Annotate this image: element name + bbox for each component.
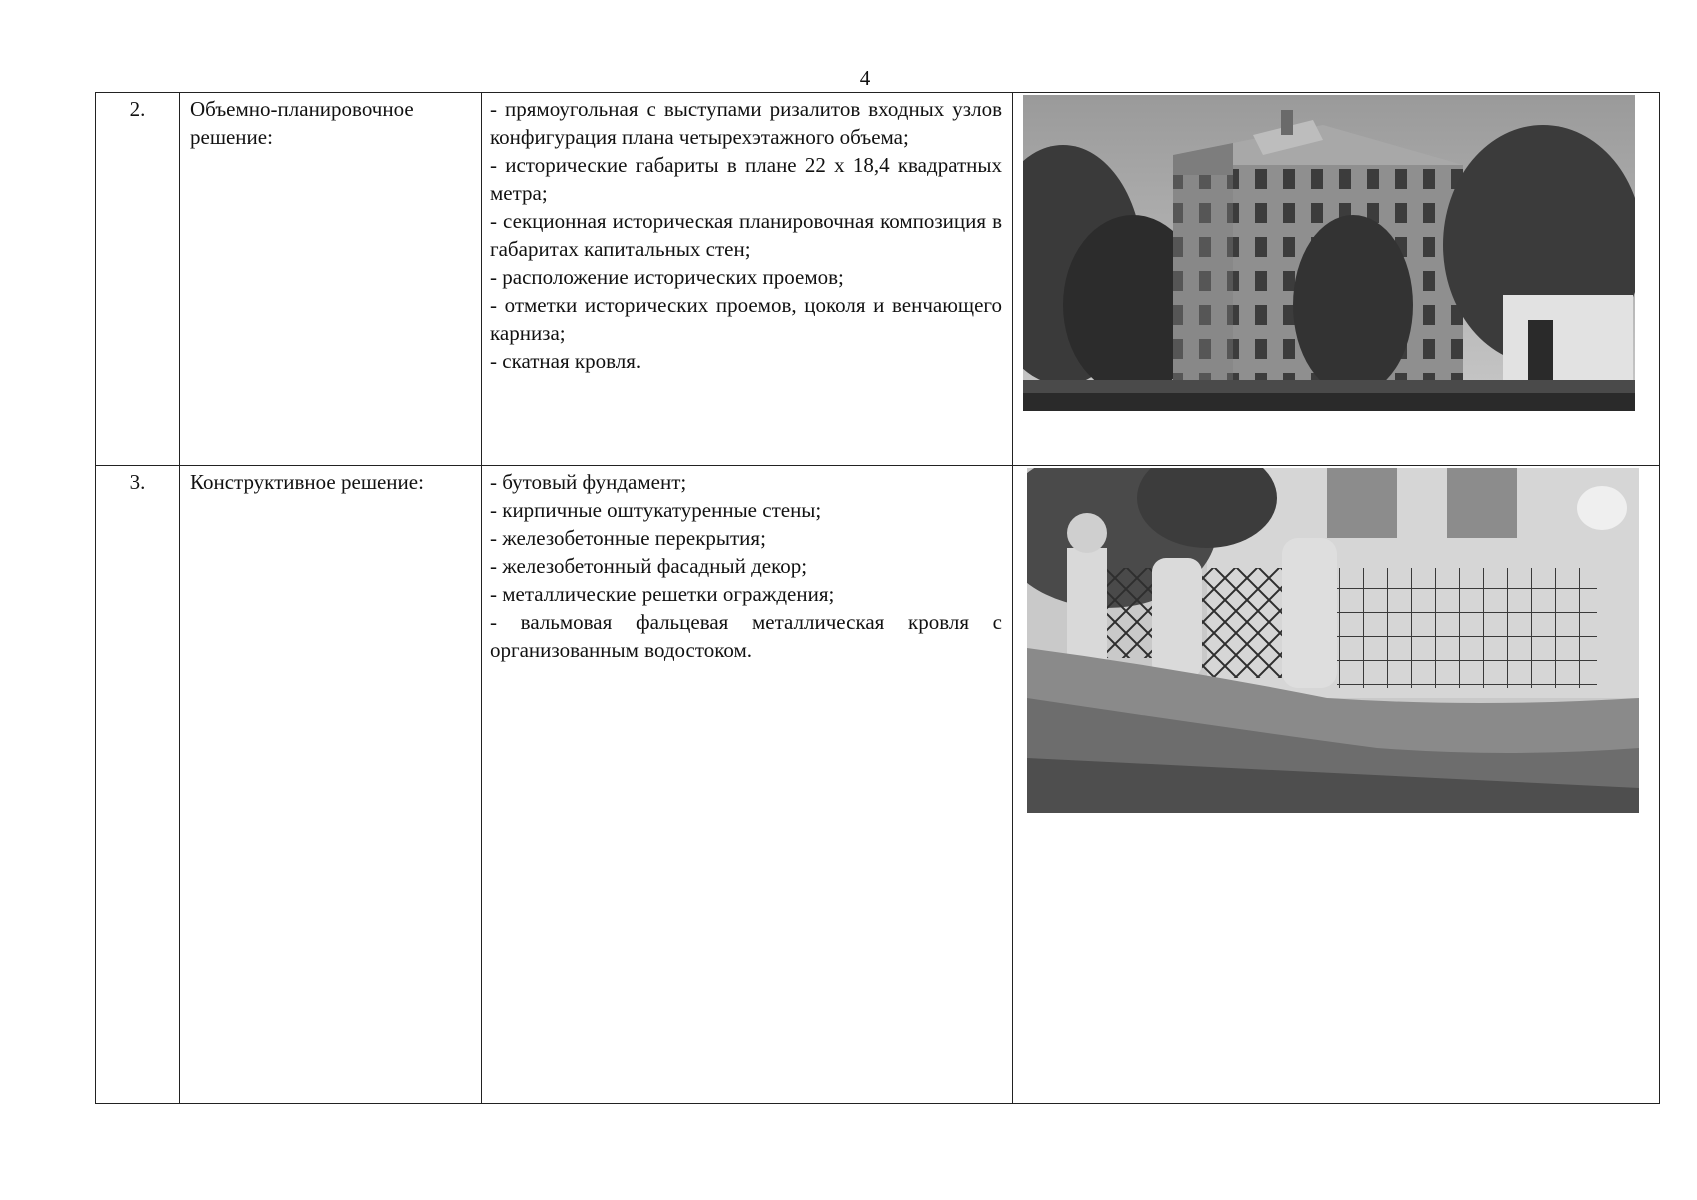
- row-number: 2.: [96, 93, 180, 466]
- building-photo: [1023, 95, 1635, 411]
- characteristics-table: [95, 92, 1660, 1104]
- description-line: - кирпичные оштукатуренные стены;: [490, 498, 822, 522]
- description-line: - вальмовая фальцевая металлическая кровля с организованным водостоком.: [490, 610, 1002, 662]
- table-row: [96, 466, 1660, 1104]
- row-number: 3.: [96, 466, 180, 1104]
- description-line: - железобетонный фасадный декор;: [490, 554, 808, 578]
- row-description: [482, 93, 1013, 466]
- table-row: [96, 93, 1660, 466]
- description-line: - секционная историческая планировочная композиция в габаритах капитальных стен;: [490, 209, 1002, 261]
- page-number: 4: [859, 66, 871, 90]
- description-line: - металлические решетки ограждения;: [490, 582, 835, 606]
- description-line: - отметки исторических проемов, цоколя и венчающего карниза;: [490, 293, 1002, 345]
- row-photo-cell: [1013, 466, 1660, 1104]
- description-line: - исторические габариты в плане 22 х 18,4 квадратных метра;: [490, 153, 1002, 205]
- row-photo-cell: [1013, 93, 1660, 466]
- row-description: [482, 466, 1013, 1104]
- row-title: Конструктивное решение:: [180, 466, 482, 1104]
- fence-photo: [1027, 468, 1639, 813]
- description-line: - бутовый фундамент;: [490, 470, 687, 494]
- row-title: Объемно-планировочное решение:: [180, 93, 482, 466]
- description-line: - расположение исторических проемов;: [490, 265, 844, 289]
- description-line: - прямоугольная с выступами ризалитов входных узлов конфигурация плана четырехэтажного объема;: [490, 97, 1002, 149]
- description-line: - железобетонные перекрытия;: [490, 526, 766, 550]
- description-line: - скатная кровля.: [490, 349, 642, 373]
